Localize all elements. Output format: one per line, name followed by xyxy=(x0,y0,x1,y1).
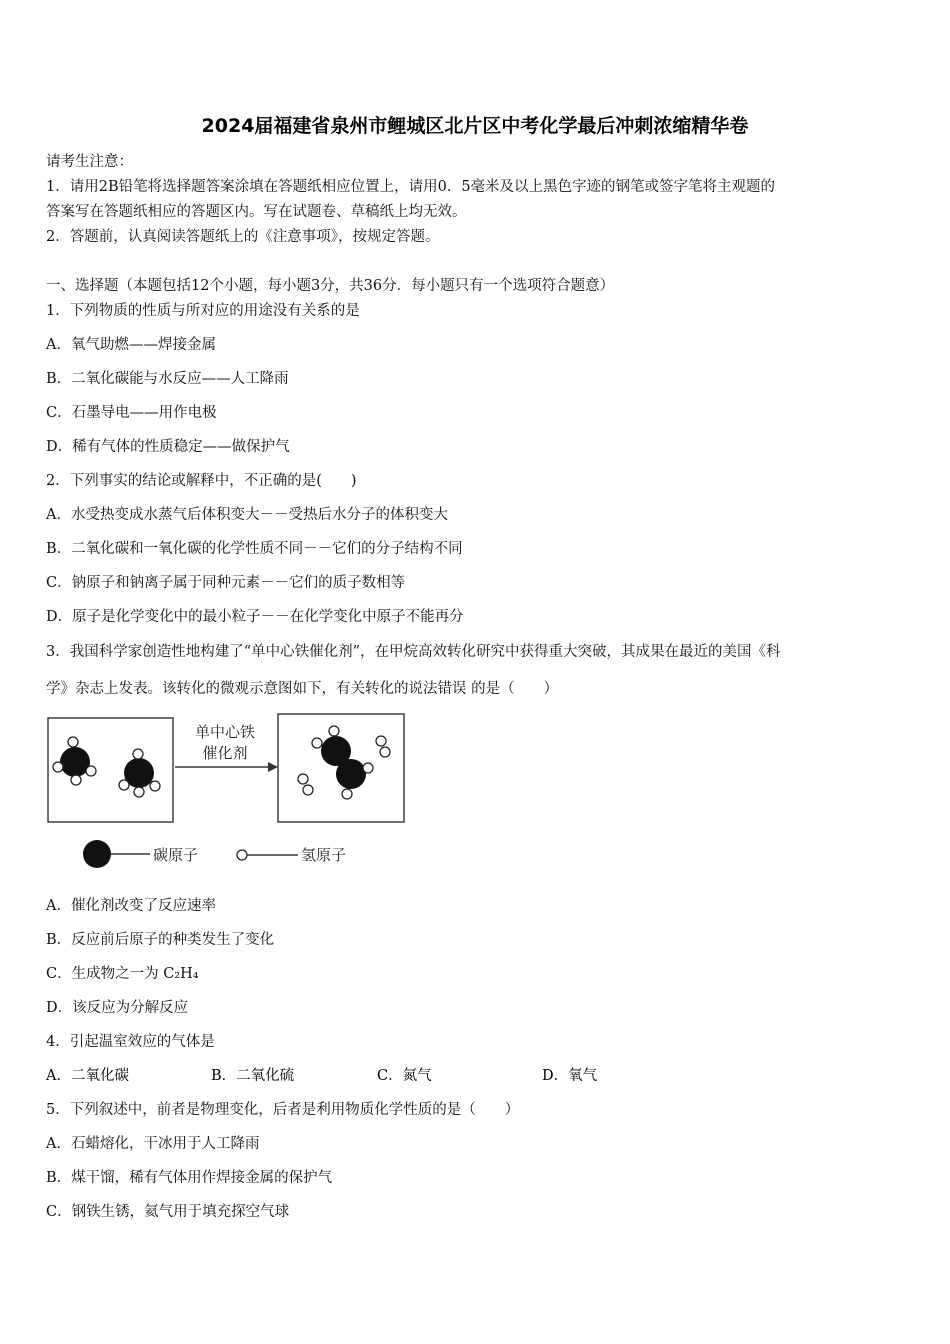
section-heading: 一、选择题（本题包括12个小题，每小题3分，共36分．每小题只有一个选项符合题意） xyxy=(46,278,615,294)
question-5-option-a: A．石蜡熔化，干冰用于人工降雨 xyxy=(46,1136,260,1152)
question-1-stem: 1．下列物质的性质与所对应的用途没有关系的是 xyxy=(46,303,360,319)
legend-carbon xyxy=(83,840,198,868)
notice-heading: 请考生注意： xyxy=(46,154,133,170)
methane-molecule xyxy=(119,749,160,797)
methane-molecule xyxy=(53,737,96,785)
legend-hydrogen xyxy=(237,846,346,864)
question-3-stem: 3．我国科学家创造性地构建了“单中心铁催化剂”，在甲烷高效转化研究中获得重大突破，其成果在最近的美国《科 xyxy=(46,644,781,660)
question-3-option-c: C．生成物之一为 C₂H₄ xyxy=(46,966,199,982)
question-2-option-a: A．水受热变成水蒸气后体积变大－－受热后水分子的体积变大 xyxy=(46,507,448,523)
question-5-option-c: C．钢铁生锈，氦气用于填充探空气球 xyxy=(46,1204,290,1220)
question-5-stem: 5．下列叙述中，前者是物理变化，后者是利用物质化学性质的是（ ） xyxy=(46,1102,520,1118)
ethylene-molecule xyxy=(312,726,373,799)
catalyst-label-line1: 单中心铁 xyxy=(194,723,256,741)
hydrogen-molecule xyxy=(298,774,313,795)
question-3-option-a: A．催化剂改变了反应速率 xyxy=(46,898,216,914)
question-3-option-d: D．该反应为分解反应 xyxy=(46,1000,189,1016)
question-4-option-a: A．二氧化碳 xyxy=(46,1068,129,1084)
question-1-option-a: A．氧气助燃——焊接金属 xyxy=(46,337,216,353)
question-2-option-d: D．原子是化学变化中的最小粒子－－在化学变化中原子不能再分 xyxy=(46,609,464,625)
question-1-option-c: C．石墨导电——用作电极 xyxy=(46,405,217,421)
question-1-option-b: B．二氧化碳能与水反应——人工降雨 xyxy=(46,371,289,387)
notice-item-1-continued: 答案写在答题纸相应的答题区内。写在试题卷、草稿纸上均无效。 xyxy=(46,204,467,220)
question-3-stem-continued: 学》杂志上发表。该转化的微观示意图如下，有关转化的说法错误 的是（ ） xyxy=(46,681,559,697)
question-4-option-c: C．氮气 xyxy=(377,1068,432,1084)
question-1-option-d: D．稀有气体的性质稳定——做保护气 xyxy=(46,439,290,455)
arrow-head xyxy=(268,762,278,772)
page-title: 2024届福建省泉州市鲤城区北片区中考化学最后冲刺浓缩精华卷 xyxy=(201,115,749,137)
question-4-option-b: B．二氧化硫 xyxy=(211,1068,295,1084)
question-3-option-b: B．反应前后原子的种类发生了变化 xyxy=(46,932,275,948)
question-2-stem: 2．下列事实的结论或解释中，不正确的是( ) xyxy=(46,473,357,489)
hydrogen-molecule xyxy=(376,736,390,757)
question-4-options xyxy=(46,1065,666,1087)
question-4-option-d: D．氧气 xyxy=(542,1068,598,1084)
legend-hydrogen-label: 氢原子 xyxy=(301,846,347,864)
question-5-option-b: B．煤干馏，稀有气体用作焊接金属的保护气 xyxy=(46,1170,333,1186)
question-2-option-c: C．钠原子和钠离子属于同种元素－－它们的质子数相等 xyxy=(46,575,406,591)
reaction-diagram xyxy=(46,710,416,875)
question-4-stem: 4．引起温室效应的气体是 xyxy=(46,1034,215,1050)
notice-item-2: 2．答题前，认真阅读答题纸上的《注意事项》，按规定答题。 xyxy=(46,229,440,245)
question-2-option-b: B．二氧化碳和一氧化碳的化学性质不同－－它们的分子结构不同 xyxy=(46,541,463,557)
notice-item-1: 1．请用2B铅笔将选择题答案涂填在答题纸相应位置上，请用0．5毫米及以上黑色字迹的钢笔或签字笔将主观题的 xyxy=(46,179,776,195)
legend-carbon-label: 碳原子 xyxy=(153,846,199,864)
catalyst-label-line2: 催化剂 xyxy=(202,744,248,762)
